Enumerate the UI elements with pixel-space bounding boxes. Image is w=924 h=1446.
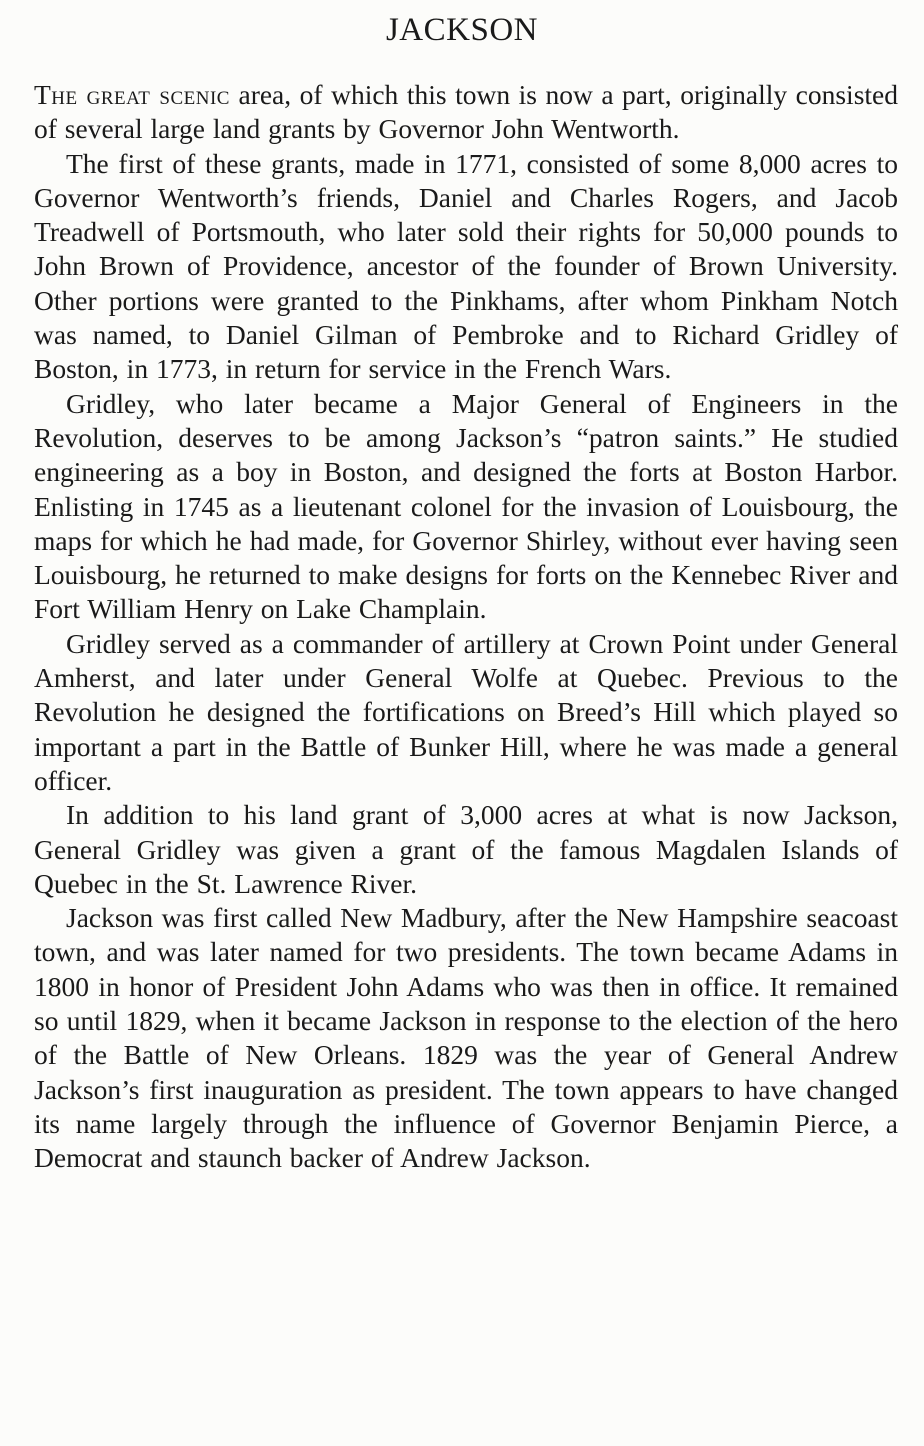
paragraph-5: In addition to his land grant of 3,000 acres at what is now Jackson, General Gridley was given a grant of the famous Magdalen Islands of Quebec in the St. Lawrence River. — [34, 799, 898, 899]
body-text — [34, 78, 898, 1176]
paragraph-4: Gridley served as a commander of artillery at Crown Point under General Amherst, and later under General Wolfe at Quebec. Previous to the Revolution he designed the fortifications on Breed’s Hill which played so important a part in the Battle of Bunker Hill, where he was made a general officer. — [34, 627, 898, 796]
paragraph-1-lead: The great scenic — [34, 79, 230, 110]
paragraph-6: Jackson was first called New Madbury, after the New Hampshire seacoast town, and was later named for two presidents. The town became Adams in 1800 in honor of President John Adams who was then in office. It remained so until 1829, when it became Jackson in response to the election of the hero of the Battle of New Orleans. 1829 was the year of General Andrew Jackson’s first inauguration as president. The town appears to have changed its name largely through the influence of Governor Benjamin Pierce, a Democrat and staunch backer of Andrew Jackson. — [34, 902, 898, 1174]
paragraph-3: Gridley, who later became a Major General of Engineers in the Revolution, deserves to be among Jackson’s “patron saints.” He studied engineering as a boy in Boston, and designed the forts at Boston Harbor. Enlisting in 1745 as a lieutenant colonel for the invasion of Louisbourg, the maps for which he had made, for Governor Shirley, without ever having seen Louisbourg, he returned to make designs for forts on the Kennebec River and Fort William Henry on Lake Champlain. — [34, 387, 898, 625]
page-title: JACKSON — [385, 12, 539, 48]
paragraph-1 — [34, 78, 898, 147]
paragraph-1-text: area, of which this town is now a part, originally consisted of several large land grants by Governor John Wentworth. — [34, 79, 898, 145]
paragraph-2: The first of these grants, made in 1771, consisted of some 8,000 acres to Governor Wentworth’s friends, Daniel and Charles Rogers, and Jacob Treadwell of Portsmouth, who later sold their rights for 50,000 pounds to John Brown of Providence, ancestor of the founder of Brown University. Other portions were granted to the Pinkhams, after whom Pinkham Notch was named, to Daniel Gilman of Pembroke and to Richard Gridley of Boston, in 1773, in return for service in the French Wars. — [34, 147, 898, 385]
